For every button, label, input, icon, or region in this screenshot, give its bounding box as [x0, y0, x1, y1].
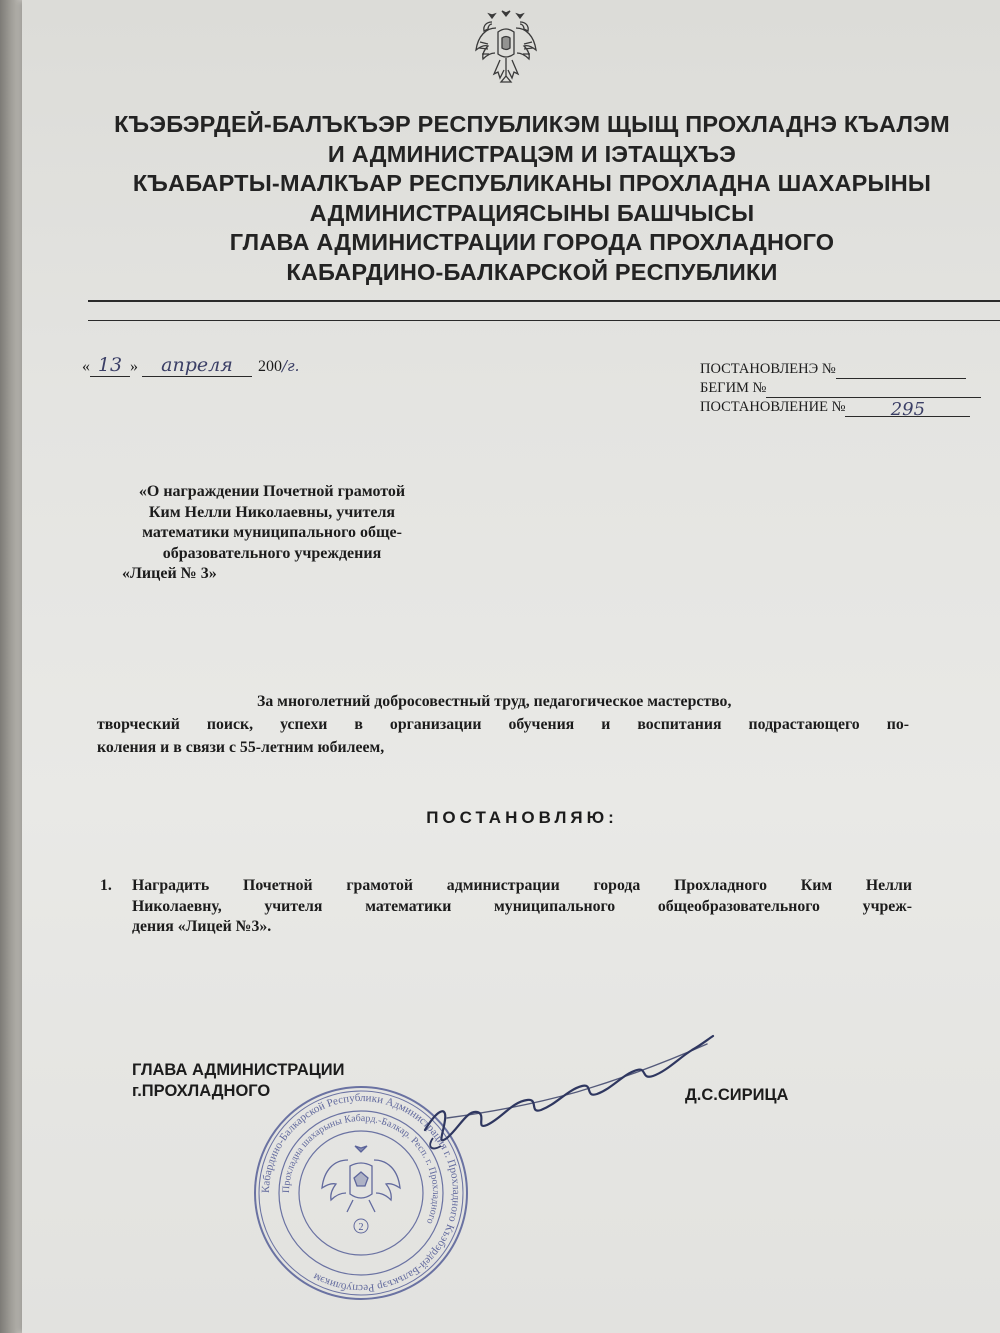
item-line: Николаевну, учителя математики муниципального общеобразовательного учреж- — [132, 897, 912, 915]
item-number: 1. — [100, 877, 112, 894]
header-line: ГЛАВА АДМИНИСТРАЦИИ ГОРОДА ПРОХЛАДНОГО — [229, 229, 835, 255]
registration-row — [700, 398, 981, 420]
document-date — [82, 354, 299, 377]
document-sheet — [22, 0, 1000, 1333]
header-line: АДМИНИСТРАЦИЯСЫНЫ БАШЧЫСЫ — [309, 199, 755, 226]
date-day-field — [90, 354, 130, 377]
header-line: КАБАРДИНО-БАЛКАРСКОЙ РЕСПУБЛИКИ — [286, 258, 778, 285]
registration-label: ПОСТАНОВЛЕНЭ № — [700, 361, 836, 377]
subject-line: «О награждении Почетной грамотой — [138, 483, 406, 500]
signatory-name: Д.С.СИРИЦА — [685, 1086, 789, 1104]
subject-line: образовательного учреждения — [162, 544, 382, 562]
preamble — [97, 690, 909, 759]
registration-row — [700, 379, 981, 398]
registration-value — [766, 383, 981, 398]
decree-title: ПОСТАНОВЛЯЮ: — [426, 808, 618, 827]
document-header — [82, 110, 982, 287]
header-line: И АДМИНИСТРАЦЭМ И ІЭТАЩХЪЭ — [327, 140, 737, 167]
date-month: апреля — [161, 354, 233, 376]
stamp-outer-text: Кабардино-Балкарской Республики Администрация г. Прохладного Къэбэрдей-Балъкъэр Республикэм — [259, 1091, 463, 1295]
registration-number: 295 — [890, 399, 926, 420]
item-line: Наградить Почетной грамотой администрации города Прохладного Ким Нелли — [132, 877, 912, 894]
registration-value-field — [845, 399, 970, 420]
handwritten-signature — [417, 1010, 717, 1170]
subject-line: математики муниципального обще- — [142, 524, 402, 541]
subject-line: «Лицей № 3» — [122, 565, 217, 582]
signatory-title-line: ГЛАВА АДМИНИСТРАЦИИ — [132, 1061, 345, 1079]
registration-numbers — [700, 360, 981, 420]
decree-item — [100, 876, 912, 938]
registration-label: ПОСТАНОВЛЕНИЕ № — [700, 399, 846, 415]
registration-row — [700, 360, 981, 379]
header-divider-thick — [88, 300, 1000, 302]
date-month-field — [142, 354, 252, 377]
date-day: 13 — [97, 354, 123, 376]
date-open-quote: « — [82, 358, 90, 375]
header-divider-thin — [88, 320, 1000, 321]
registration-label: БЕГИМ № — [700, 380, 767, 396]
stamp-center-number: 2 — [358, 1222, 364, 1233]
document-subject — [82, 482, 462, 585]
date-year-suffix: /г. — [282, 357, 300, 375]
registration-value — [836, 364, 966, 379]
date-year-prefix: 200 — [258, 358, 282, 375]
header-line: КЪЭБЭРДЕЙ-БАЛЪКЪЭР РЕСПУБЛИКЭМ ЩЫЩ ПРОХЛАДНЭ КЪАЛЭМ — [114, 111, 950, 137]
header-line: КЪАБАРТЫ-МАЛКЪАР РЕСПУБЛИКАНЫ ПРОХЛАДНА ШАХАРЫНЫ — [132, 170, 932, 196]
preamble-line: коления и в связи с 55-летним юбилеем, — [97, 739, 385, 756]
stamp-emblem-icon — [322, 1146, 400, 1212]
preamble-line: творческий поиск, успехи в организации обучения и воспитания подрастающего по- — [97, 716, 909, 733]
signatory-title-line: г.ПРОХЛАДНОГО — [132, 1082, 271, 1100]
coat-of-arms-eagle-icon — [472, 8, 540, 86]
item-line: дения «Лицей №3». — [132, 918, 272, 935]
preamble-line: За многолетний добросовестный труд, педагогическое мастерство, — [257, 693, 732, 710]
date-close-quote: » — [130, 358, 138, 375]
subject-line: Ким Нелли Николаевны, учителя — [148, 503, 396, 521]
stamp-inner-text: Прохладна шахарыны Кабард.-Балкар. Респ. г. Прохладного — [280, 1112, 442, 1226]
